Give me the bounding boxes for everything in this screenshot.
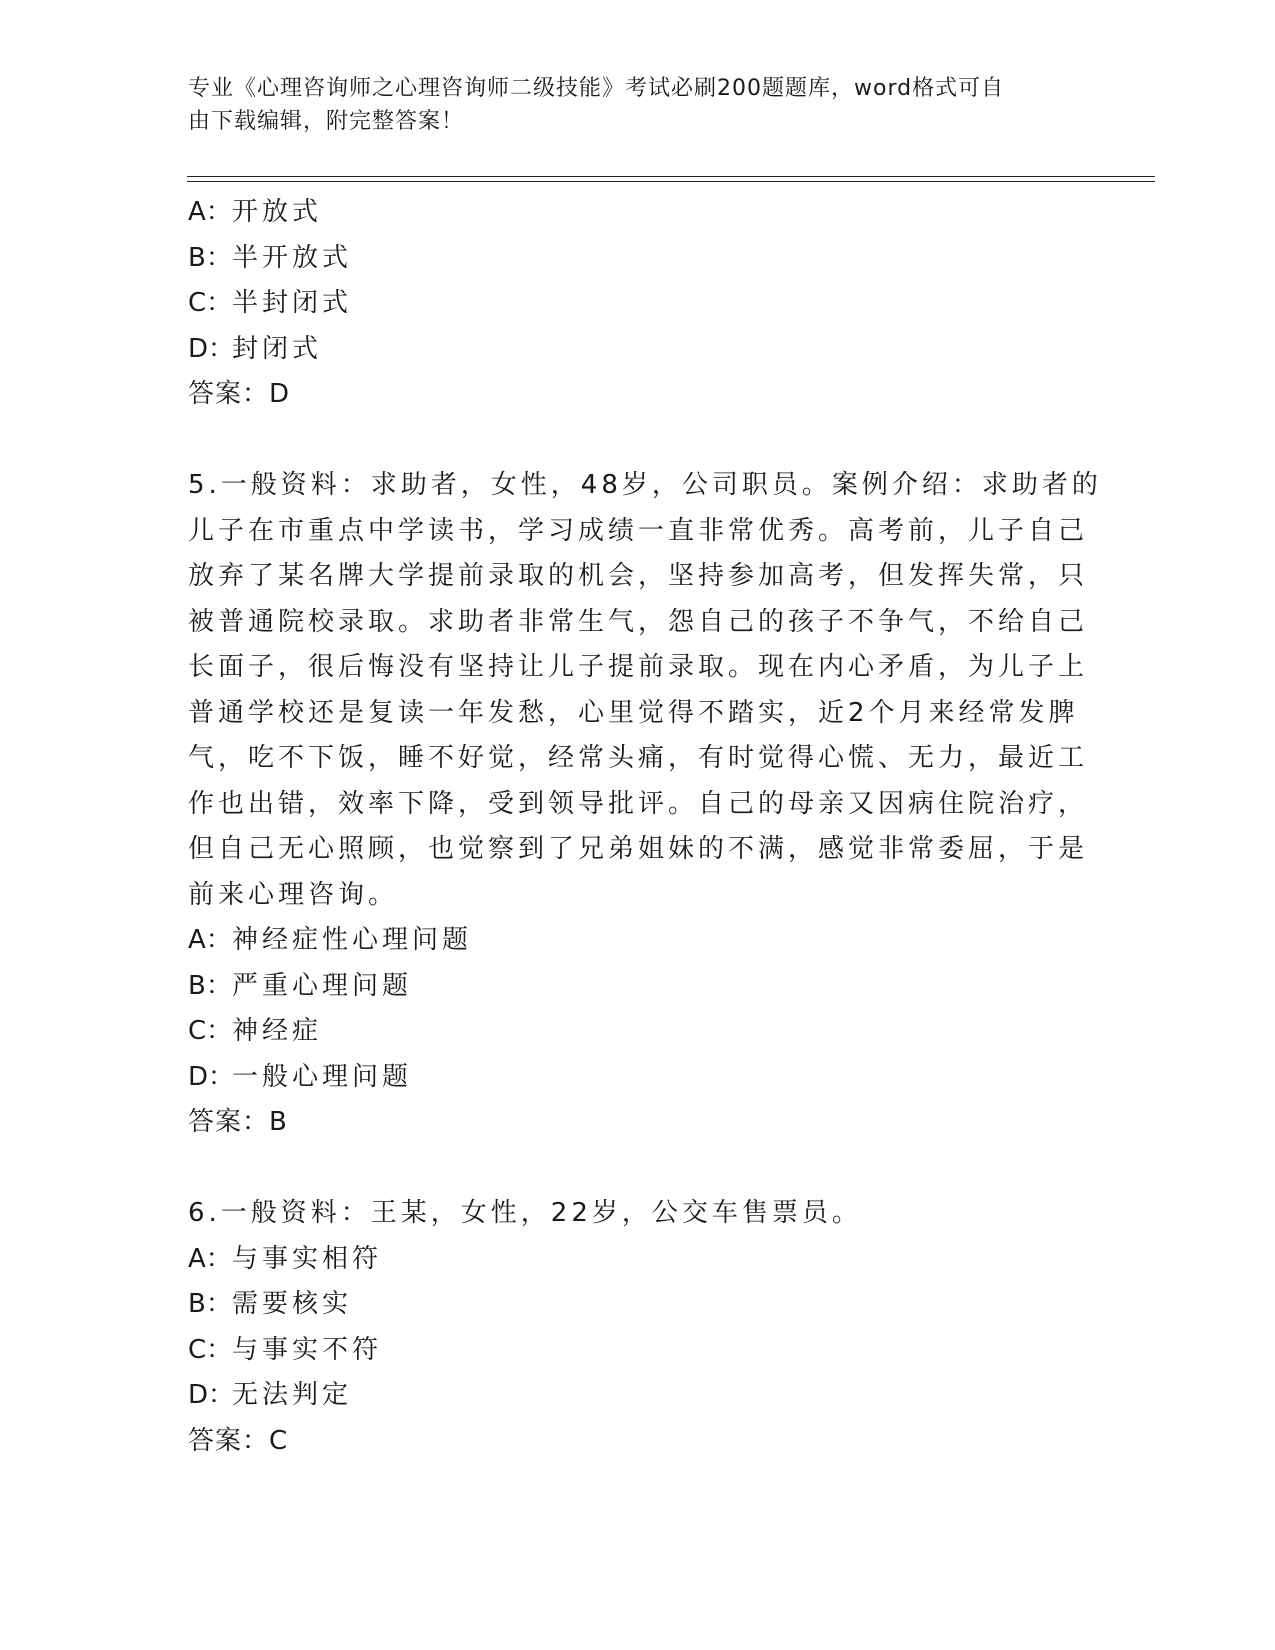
option-a: A：神经症性心理问题 <box>188 925 473 955</box>
option-d: D：封闭式 <box>188 333 323 364</box>
header-title-line-1: 专业《心理咨询师之心理咨询师二级技能》考试必刷200题题库，word格式可自 <box>188 76 1005 101</box>
question-stem-line: 儿子在市重点中学读书，学习成绩一直非常优秀。高考前，儿子自己 <box>188 515 1089 546</box>
answer-line: 答案：B <box>188 1107 288 1137</box>
option-c: C：半封闭式 <box>188 288 353 318</box>
question-stem-line: 被普通院校录取。求助者非常生气，怨自己的孩子不争气，不给自己 <box>188 606 1089 637</box>
spacer <box>188 1146 1068 1192</box>
option-d: D：一般心理问题 <box>188 1061 413 1092</box>
question-5 <box>188 463 1102 1146</box>
option-d: D：无法判定 <box>188 1380 353 1410</box>
option-b: B：半开放式 <box>188 242 353 273</box>
option-a: A：与事实相符 <box>188 1243 383 1274</box>
document-header <box>188 72 1068 138</box>
question-stem-line: 放弃了某名牌大学提前录取的机会，坚持参加高考，但发挥失常，只 <box>188 561 1089 591</box>
document-body <box>188 190 1102 1464</box>
spacer <box>188 418 1068 464</box>
option-c: C：神经症 <box>188 1016 323 1046</box>
answer-line: 答案：D <box>188 379 291 409</box>
header-title-line-2: 由下载编辑，附完整答案！ <box>188 109 465 134</box>
question-stem-line: 但自己无心照顾，也觉察到了兄弟姐妹的不满，感觉非常委屈，于是 <box>188 834 1089 864</box>
question-6 <box>188 1191 1068 1464</box>
option-b: B：严重心理问题 <box>188 970 413 1001</box>
question-stem-line: 气，吃不下饭，睡不好觉，经常头痛，有时觉得心慌、无力，最近工 <box>188 743 1089 773</box>
question-stem-line: 5.一般资料：求助者，女性，48岁，公司职员。案例介绍：求助者的 <box>188 470 1102 500</box>
header-rule-bottom <box>187 181 1155 182</box>
question-stem-line: 长面子，很后悔没有坚持让儿子提前录取。现在内心矛盾，为儿子上 <box>188 652 1089 682</box>
question-stem-line: 普通学校还是复读一年发愁，心里觉得不踏实，近2个月来经常发脾 <box>188 697 1079 728</box>
question-stem-line: 6.一般资料：王某，女性，22岁，公交车售票员。 <box>188 1198 862 1228</box>
question-stem-line: 作也出错，效率下降，受到领导批评。自己的母亲又因病住院治疗， <box>188 788 1089 819</box>
option-c: C：与事实不符 <box>188 1334 383 1365</box>
question-stem-line: 前来心理咨询。 <box>188 879 399 910</box>
option-a: A：开放式 <box>188 197 323 227</box>
question-4 <box>188 190 1068 418</box>
answer-line: 答案：C <box>188 1425 289 1456</box>
option-b: B：需要核实 <box>188 1289 353 1319</box>
header-rule-top <box>187 176 1155 177</box>
